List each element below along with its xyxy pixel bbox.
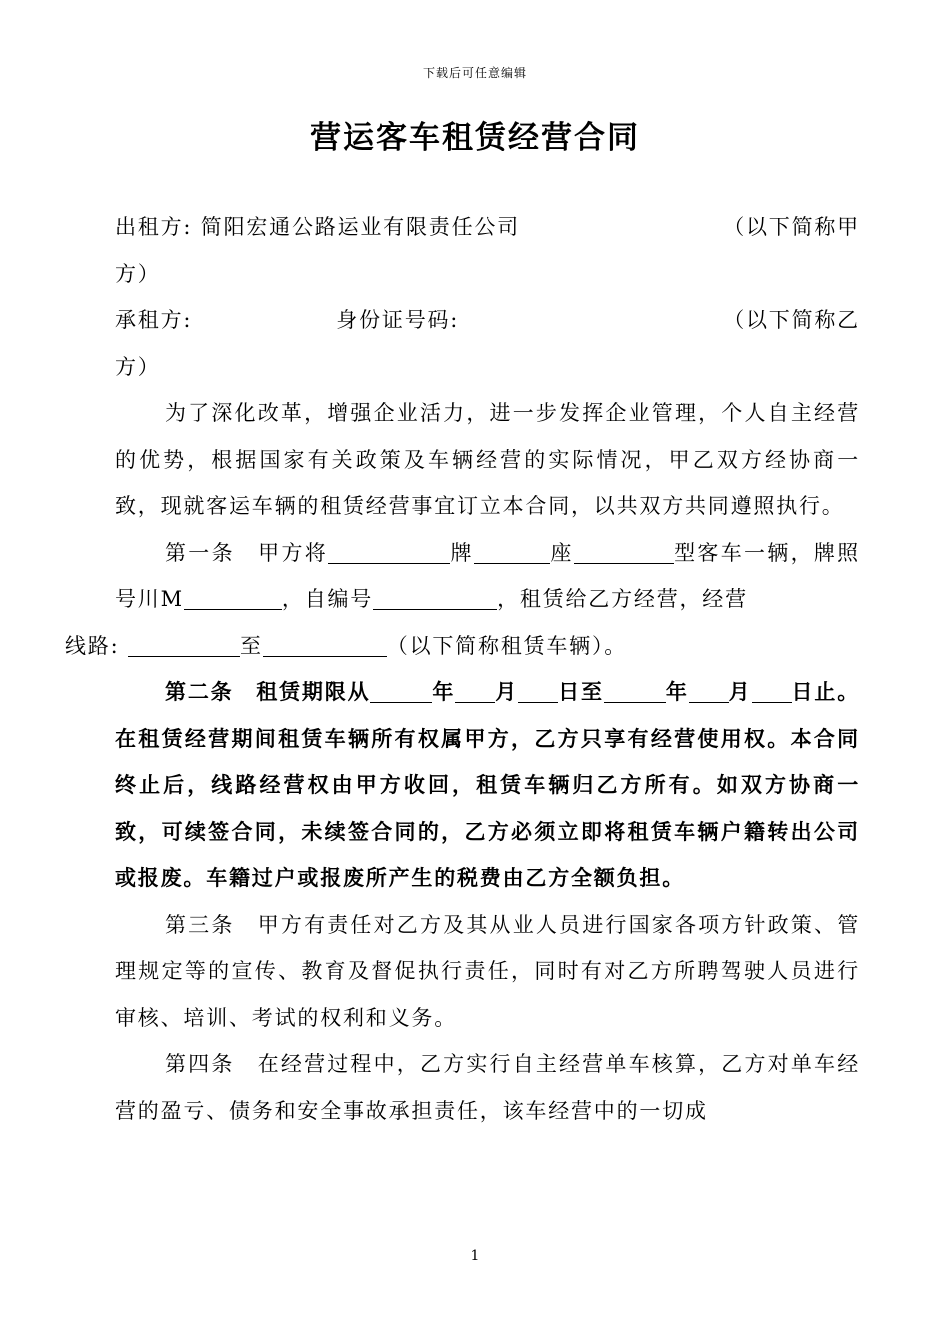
blank-route-from[interactable] [128, 635, 240, 657]
lessor-abbrev-note: （以下简称甲 [723, 215, 860, 239]
blank-start-month[interactable] [455, 681, 495, 703]
page-number: 1 [470, 1248, 480, 1264]
blank-serial[interactable] [373, 588, 497, 610]
lessor-line [115, 204, 860, 251]
lessee-id-label: 身份证号码: [336, 308, 460, 332]
blank-plate[interactable] [328, 542, 450, 564]
lessor-label-and-name: 出租方: 简阳宏通公路运业有限责任公司 [115, 215, 520, 239]
contract-body [65, 204, 860, 1134]
blank-start-year[interactable] [370, 681, 432, 703]
contract-title: 营运客车租赁经营合同 [310, 120, 640, 156]
article-2: 第二条 租赁期限从 年 月 日至 年 月 日止。在租赁经营期间租赁车辆所有权属甲方，乙方只享有经营使用权。本合同终止后，线路经营权由甲方收回，租赁车辆归乙方所有。如双方协商一致，可续签合同，未续签合同的，乙方必须立即将租赁车辆户籍转出公司或报废。车籍过户或报废所产生的税费由乙方全额负担。 [115, 679, 860, 890]
header-note: 下载后可任意编辑 [422, 66, 527, 80]
blank-end-month[interactable] [689, 681, 729, 703]
lessee-abbrev-cont: 方） [115, 354, 161, 379]
preamble-paragraph: 为了深化改革，增强企业活力，进一步发挥企业管理，个人自主经营的优势，根据国家有关政策及车辆经营的实际情况，甲乙双方经协商一致，现就客运车辆的租赁经营事宜订立本合同，以共双方共同遵照执行。 [115, 401, 860, 518]
blank-end-day[interactable] [752, 681, 792, 703]
lessee-line [115, 297, 860, 344]
blank-route-to[interactable] [263, 635, 387, 657]
lessor-abbrev-cont: 方） [115, 261, 161, 286]
article-3: 第三条 甲方有责任对乙方及其从业人员进行国家各项方针政策、管理规定等的宣传、教育及督促执行责任，同时有对乙方所聘驾驶人员进行审核、培训、考试的权利和义务。 [115, 912, 860, 1030]
blank-end-year[interactable] [604, 681, 666, 703]
article-4: 第四条 在经营过程中，乙方实行自主经营单车核算，乙方对单车经营的盈亏、债务和安全事故承担责任，该车经营中的一切成 [115, 1052, 860, 1123]
lessee-label: 承租方: [115, 308, 193, 332]
blank-license[interactable] [184, 588, 282, 610]
article-1: 第一条 甲方将 牌 座 型客车一辆，牌照号川M ，自编号 ，租赁给乙方经营，经营 线路: 至 （以下简称租赁车辆）。 [65, 540, 860, 658]
blank-model[interactable] [574, 542, 674, 564]
lessee-abbrev-note: （以下简称乙 [723, 308, 860, 332]
blank-seats[interactable] [474, 542, 550, 564]
blank-start-day[interactable] [518, 681, 558, 703]
